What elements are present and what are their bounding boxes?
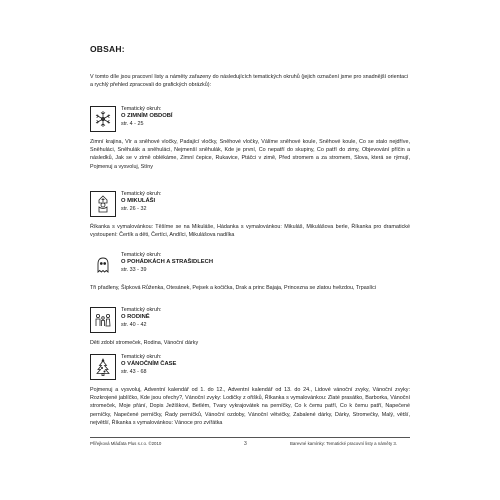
section-body: Tři přadleny, Šípková Růženka, Otesánek, Pejsek a kočička, Drak a princ Bajaja, Princezna se zlatou hvězdou, Trpaslíci bbox=[90, 285, 377, 291]
section-title: O MIKULÁŠI bbox=[121, 198, 156, 204]
section-pages: str. 4 - 25 bbox=[121, 120, 144, 127]
section-pages: str. 43 - 68 bbox=[121, 368, 147, 375]
mikulas-icon bbox=[90, 191, 116, 217]
section-body: Pojmenuj a vysvoluj, Adventní kalendář od 1. do 12., Adventní kalendář od 13. do 24., Lidové vánoční zvyky, Vánoční zvyky: Rozkrojené jablíčko, Kde jsou ořechy?, Vánoční zvyky: Lodičky z ořišků, Říkanka s vymalovánkou: Zlaté prasátko, Barborka, Vánoční stromeček, Moje přání, Dopis Ježíškovi, Betlém, Tvary vykrajovátek na perníčky, Co k čemu patří, Co k čemu patří, Napečené perníčky, Napečené perníčky, Řady perníčků, Vánoční ozdoby, Vánoční větvičky, Zabalené dárky, Dárky, Stromečky, Malý, větší, největší, Říkanka s vymalovánkou: Vánoce pro zvířátka bbox=[90, 387, 410, 426]
section-body: Děti zdobí stromeček, Rodina, Vánoční dárky bbox=[90, 340, 199, 346]
section-pages: str. 40 - 42 bbox=[121, 321, 147, 328]
section-header bbox=[90, 352, 410, 384]
section-label: Tematický okruh: bbox=[121, 106, 162, 112]
intro-paragraph: V tomto díle jsou pracovní listy a náměty zařazeny do následujících tematických okruhů (jejich označení jsme pro snadnější orientaci a rychlý přehled zpracovali do grafických obrázků): bbox=[90, 74, 408, 89]
section-header bbox=[90, 104, 410, 136]
page-number: 3 bbox=[244, 441, 247, 447]
section-body: Zimní krajina, Vír a sněhové vločky, Padající vločky, Sněhové vločky, Válíme sněhové koule, Sněhové koule, Co se stalo nejdříve, Sněhuláci, Sněhulák a sněhuláci, Nejmenší sněhulák, Kde je první, Co nepatří do skupiny, Co patří do zimy, Objevování příčin a následků, Jak se v zimě oblékáme, Zimní čepice, Rukavice, Ptáčci v zimě, Před stromem a za stromem, Slova, která se rýmují, Pojmenuj a vysvoluj, Stíny bbox=[90, 139, 410, 170]
section-title: O POHÁDKÁCH A STRAŠIDLECH bbox=[121, 259, 213, 265]
ghost-icon bbox=[90, 252, 116, 278]
section-winter bbox=[90, 104, 410, 171]
section-title: O RODINĚ bbox=[121, 314, 150, 320]
page-heading: OBSAH: bbox=[90, 44, 125, 54]
footer-publisher: Přiřejková Mláďata Plus s.r.o. ©2010 bbox=[90, 441, 162, 446]
section-header bbox=[90, 305, 410, 337]
section-label: Tematický okruh: bbox=[121, 307, 162, 313]
section-pages: str. 26 - 32 bbox=[121, 205, 147, 212]
section-pages: str. 33 - 39 bbox=[121, 266, 147, 273]
section-body: Říkanka s vymalovánkou: Těšíme se na Mikuláše, Hádanka s vymalovánkou: Mikuláš, Mikulášova berle, Říkanka pro dramatické vystoupení: Čertík a děti, Čertíci, Andílci, Mikulášova nadílka bbox=[90, 224, 410, 239]
section-label: Tematický okruh: bbox=[121, 252, 162, 258]
family-icon bbox=[90, 307, 116, 333]
snowflake-icon bbox=[90, 106, 116, 132]
section-mikulas bbox=[90, 189, 410, 239]
christmas-tree-icon bbox=[90, 354, 116, 380]
section-title: O VÁNOČNÍM ČASE bbox=[121, 361, 177, 367]
footer-book-title: Barevné kamínky: Tematické pracovní listy a náměty 3. bbox=[290, 441, 398, 446]
section-label: Tematický okruh: bbox=[121, 191, 162, 197]
section-header bbox=[90, 189, 410, 221]
section-header bbox=[90, 250, 410, 282]
section-label: Tematický okruh: bbox=[121, 354, 162, 360]
section-family bbox=[90, 305, 410, 347]
section-christmas bbox=[90, 352, 410, 427]
section-title: O ZIMNÍM OBDOBÍ bbox=[121, 113, 173, 119]
footer-divider bbox=[90, 437, 410, 438]
section-fairy-tales bbox=[90, 250, 410, 292]
